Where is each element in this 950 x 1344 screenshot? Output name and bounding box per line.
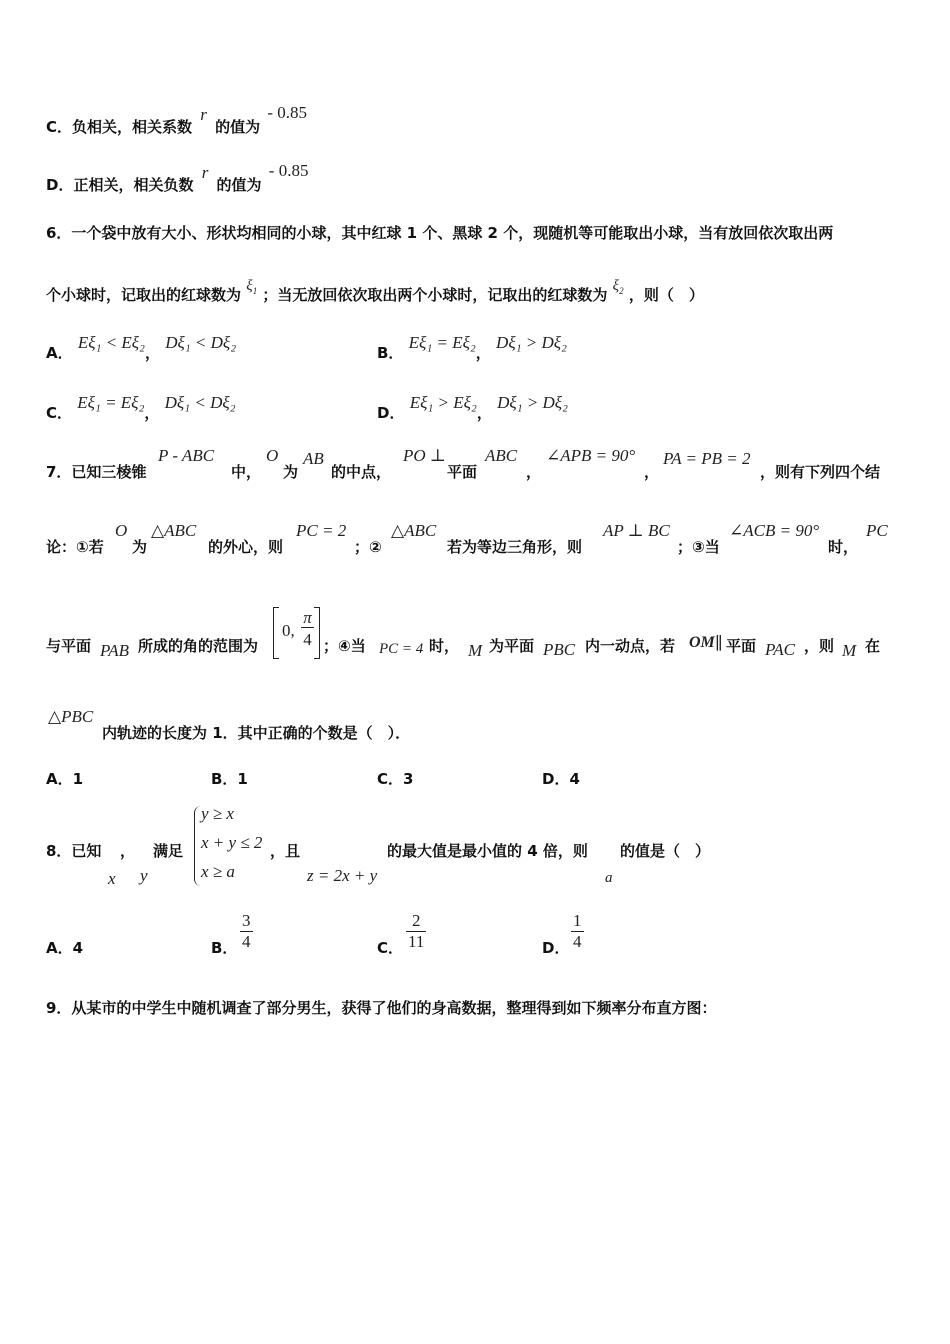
q7-l1-g: ，	[644, 463, 660, 481]
q7-l1-po: PO ⊥	[403, 446, 446, 465]
q5-d-value: - 0.85	[268, 161, 309, 180]
q6-xi1: $\xi_1$	[246, 278, 258, 296]
q7-l1-apb: ∠APB = 90°	[546, 446, 636, 465]
q8-z: z = 2x + y	[307, 866, 378, 885]
q7-l3-pc4: PC = 4	[379, 641, 424, 657]
q6-c-d: Dξ₁ < Dξ₂	[164, 393, 236, 412]
q7-l3-c: ；④当	[323, 637, 366, 655]
q7-l2-c: 的外心，则	[208, 538, 284, 556]
q8-option-c-label: C．	[377, 939, 404, 957]
q7-option-b: B．1	[211, 770, 248, 788]
q7-option-a: A．1	[46, 770, 84, 788]
q8-option-d-label: D．	[542, 939, 570, 957]
q8-c-num: 2	[406, 911, 426, 932]
q7-l1-e: 平面	[447, 463, 478, 481]
q7-l1-o: O	[266, 446, 279, 465]
q7-l1-abc: ABC	[485, 446, 518, 465]
q7-l2-pc: PC = 2	[296, 521, 347, 540]
q5-d-r: r	[201, 163, 209, 182]
q8-option-a: A．4	[46, 939, 84, 957]
q5-c-r: r	[200, 105, 207, 124]
q6-c-e: Eξ₁ = Eξ₂	[77, 393, 145, 412]
q8-d: 的最大值是最小值的 4 倍，则	[387, 842, 588, 860]
q7-interval	[273, 607, 321, 659]
q7-l2-o: O	[115, 521, 128, 540]
q7-l4-tri: △PBC	[48, 707, 94, 726]
q7-option-c: C．3	[377, 770, 414, 788]
q8-sys2: x + y ≤ 2	[201, 833, 263, 852]
q6-line2-b: ；当无放回依次取出两个小球时，记取出的红球数为	[262, 286, 608, 304]
q7-l3-f: 内一动点，若	[585, 637, 676, 655]
q7-interval-zero: 0,	[282, 621, 295, 640]
q7-l2-a: 论：①若	[46, 538, 104, 556]
q7-option-d: D．4	[542, 770, 580, 788]
q6-a-d: Dξ₁ < Dξ₂	[165, 333, 237, 352]
q6-b-comma: ，	[475, 344, 491, 362]
q7-l2-tri: △ABC	[151, 521, 197, 540]
q8-b-den: 4	[242, 932, 251, 951]
q5-d-mid: 的值为	[216, 176, 262, 194]
q7-l1-pabc: P - ABC	[158, 446, 215, 465]
q7-l3-b: 所成的角的范围为	[138, 637, 259, 655]
q7-l1-c: 为	[283, 463, 299, 481]
q8-sys1: y ≥ x	[201, 804, 234, 823]
q6-a-label: A．	[46, 344, 73, 362]
q6-option-c	[46, 393, 236, 423]
q8-x: x	[108, 869, 116, 888]
q7-l3-m: M	[468, 641, 483, 660]
q7-l1-b: 中，	[231, 463, 262, 481]
q7-l2-b: 为	[132, 538, 148, 556]
q6-d-comma: ，	[476, 404, 492, 422]
q7-l3-e: 为平面	[489, 637, 535, 655]
q7-l3-parallel: ∥	[715, 634, 723, 653]
q7-l2-apbc: AP ⊥ BC	[603, 521, 670, 540]
q8-sys3: x ≥ a	[201, 862, 235, 881]
q8-option-d-frac	[571, 911, 584, 952]
q6-line2-c: ，则（ ）	[628, 286, 704, 304]
q5-option-d	[46, 161, 309, 195]
q8-d-den: 4	[573, 932, 582, 951]
q6-d-e: Eξ₁ > Eξ₂	[409, 393, 477, 412]
q7-l1-ab: AB	[303, 449, 324, 468]
q7-l2-f: ；③当	[677, 538, 720, 556]
q6-line2-a: 个小球时，记取出的红球数为	[46, 286, 242, 304]
q8-system-brace	[194, 806, 201, 886]
q6-a-e: Eξ₁ < Eξ₂	[77, 333, 145, 352]
q8-d-num: 1	[573, 911, 582, 930]
q6-c-label: C．	[46, 404, 73, 422]
q6-xi2-sym: ξ	[612, 278, 620, 294]
q6-stem-line1: 6．一个袋中放有大小、形状均相同的小球，其中红球 1 个、黑球 2 个，现随机等可能取出小球，当有放回依次取出两	[46, 224, 834, 242]
q8-comma1: ，	[120, 842, 136, 860]
q8-option-b-frac	[240, 911, 253, 952]
q7-l3-pab: PAB	[100, 641, 129, 660]
q7-l2-g: 时，	[828, 538, 859, 556]
q8-y: y	[140, 866, 148, 885]
q8-c: ，且	[270, 842, 301, 860]
q6-b-d: Dξ₁ > Dξ₂	[496, 333, 567, 352]
q6-c-comma: ，	[144, 404, 160, 422]
q7-l3-pac: PAC	[765, 640, 795, 659]
q8-a-var: a	[605, 870, 613, 886]
q5-option-c	[46, 103, 308, 137]
q7-l3-pbc: PBC	[543, 640, 576, 659]
q6-option-d	[377, 393, 568, 423]
q7-l3-a: 与平面	[46, 637, 92, 655]
q7-l2-e: 若为等边三角形，则	[447, 538, 583, 556]
q8-e: 的值是（ ）	[620, 842, 711, 860]
q6-d-d: Dξ₁ > Dξ₂	[497, 393, 568, 412]
q6-option-a	[46, 333, 237, 363]
q7-interval-right-bracket	[314, 607, 320, 659]
q5-c-mid: 的值为	[215, 118, 261, 136]
q6-option-b	[377, 333, 567, 363]
q7-l1-a: 7．已知三棱锥	[46, 463, 147, 481]
q7-l1-f: ，	[526, 463, 542, 481]
q7-l1-d: 的中点，	[331, 463, 392, 481]
q7-l3-d: 时，	[429, 637, 460, 655]
q8-option-b-label: B．	[211, 939, 238, 957]
q8-b: 满足	[153, 842, 184, 860]
q7-l4-a: 内轨迹的长度为 1．其中正确的个数是（ ）．	[102, 724, 411, 742]
q6-stem-line2	[46, 278, 704, 306]
q5-c-value: - 0.85	[267, 103, 308, 122]
q8-b-num: 3	[242, 911, 251, 930]
q7-l2-acb: ∠ACB = 90°	[729, 521, 820, 540]
q9-stem: 9．从某市的中学生中随机调查了部分男生，获得了他们的身高数据，整理得到如下频率分布直方图：	[46, 999, 717, 1017]
q7-l2-d: ；②	[354, 538, 382, 556]
q7-interval-left-bracket	[273, 607, 279, 659]
q6-b-label: B．	[377, 344, 404, 362]
q7-l1-pa: PA = PB = 2	[663, 449, 751, 468]
q7-interval-four: 4	[303, 630, 312, 649]
q6-xi2: $\xi_2$	[612, 278, 624, 296]
q6-b-e: Eξ₁ = Eξ₂	[408, 333, 476, 352]
q5-d-label: D．正相关，相关负数	[46, 176, 194, 194]
q7-l1-h: ，则有下列四个结	[760, 463, 881, 481]
q7-l2-tri2: △ABC	[391, 521, 437, 540]
q6-xi1-sym: ξ	[246, 278, 253, 294]
q8-c-den: 11	[408, 932, 425, 951]
q5-c-label: C．负相关，相关系数	[46, 118, 193, 136]
q7-l3-g: 平面	[726, 637, 757, 655]
q8-option-c-frac	[406, 911, 426, 952]
q6-d-label: D．	[377, 404, 405, 422]
q7-l3-i: 在	[865, 637, 881, 655]
q7-l3-m2: M	[842, 641, 857, 660]
q7-l3-h: ，则	[804, 637, 835, 655]
q7-l3-om: OM	[689, 634, 715, 651]
q8-a: 8．已知	[46, 842, 102, 860]
q7-l2-pc2: PC	[866, 521, 888, 540]
q7-interval-pi: π	[301, 609, 314, 628]
q6-a-comma: ，	[144, 344, 160, 362]
